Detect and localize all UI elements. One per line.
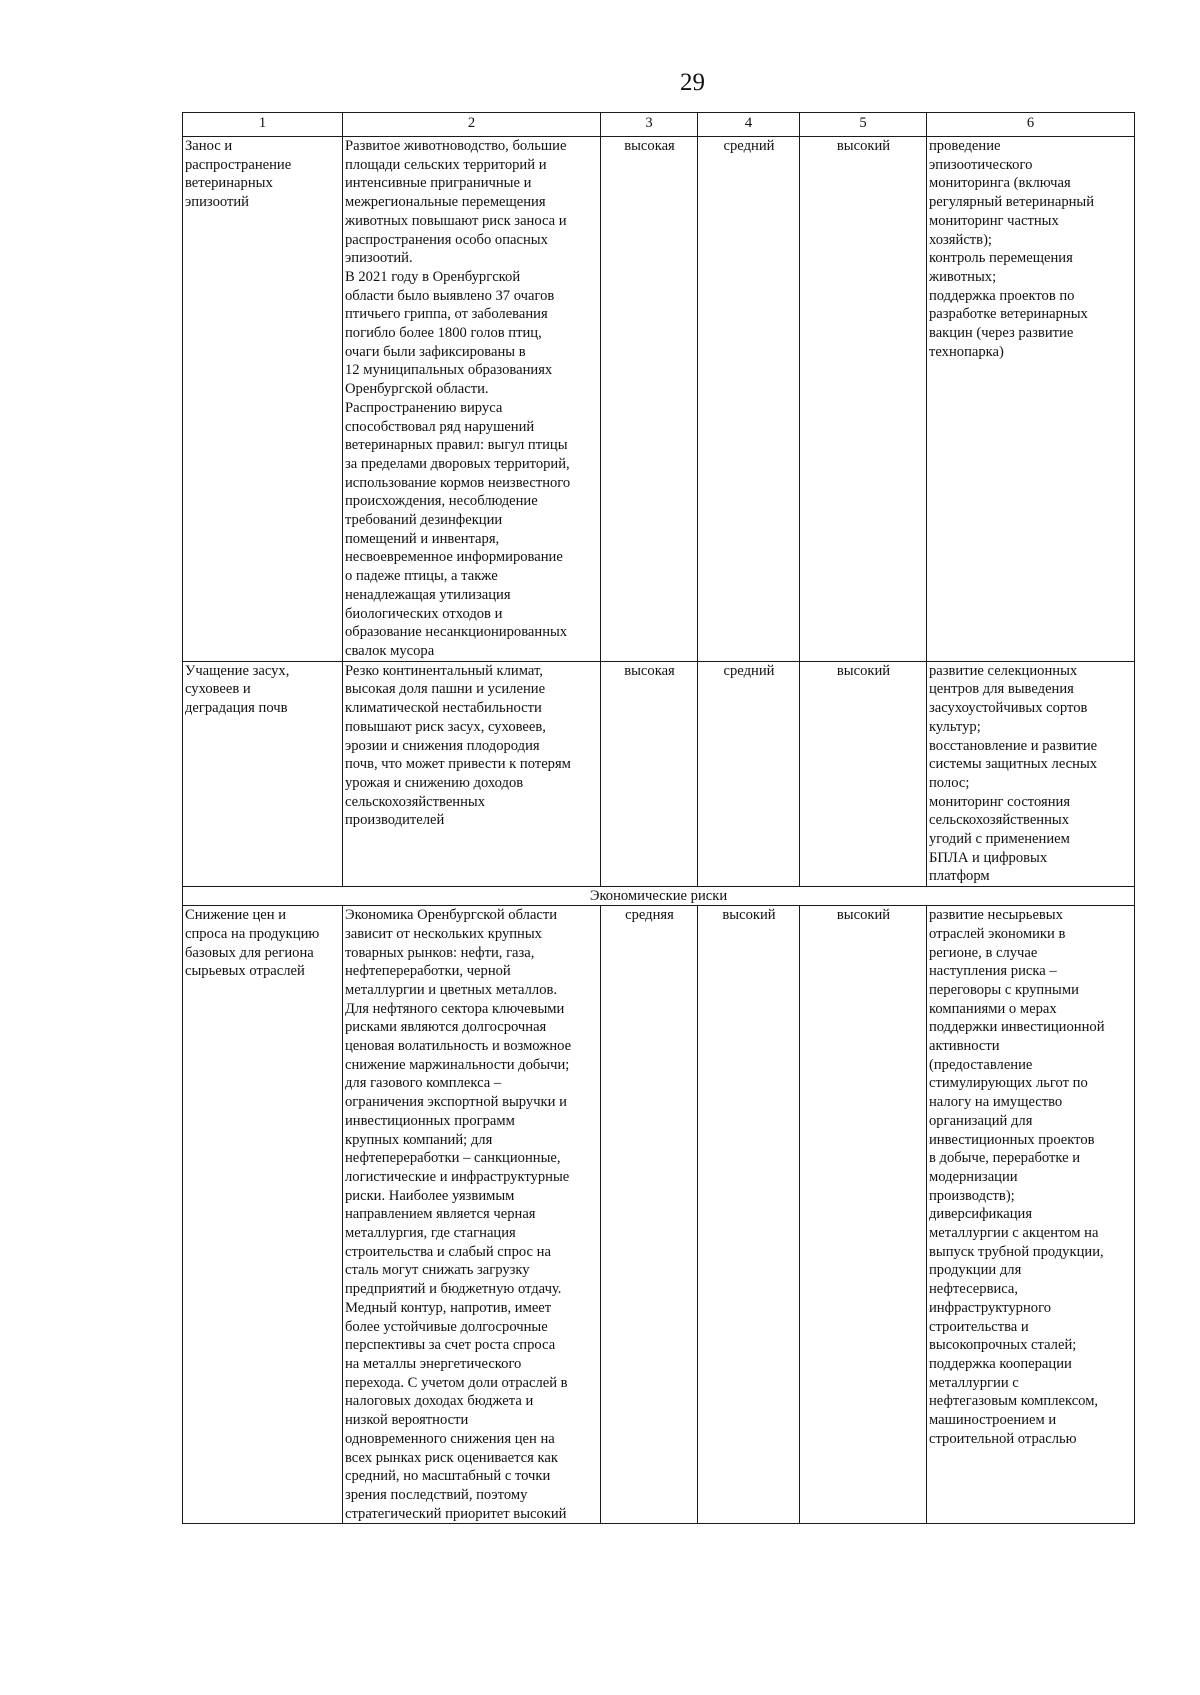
cell-text-line: налоговых доходах бюджета и	[345, 1393, 534, 1410]
cell-text-line: деградация почв	[185, 700, 288, 717]
cell-text-line: на металлы энергетического	[345, 1356, 522, 1372]
cell-text-line: высокая доля пашни и усиление	[345, 681, 546, 698]
impact-cell: средний	[698, 137, 800, 662]
cell-text-line: развитие несырьевых	[929, 907, 1063, 924]
cell-text-line: нефтегазовым комплексом,	[929, 1393, 1099, 1410]
cell-text-line: металлургии с	[929, 1374, 1019, 1391]
probability-cell: средняя	[601, 906, 698, 1524]
cell-text-line: поддержки инвестиционной	[929, 1019, 1105, 1036]
cell-text-line: инвестиционных проектов	[929, 1131, 1095, 1148]
cell-text-line: сельскохозяйственных	[929, 812, 1070, 829]
cell-text-line: металлургии с акцентом на	[929, 1225, 1099, 1242]
cell-text-line: предприятий и бюджетную отдачу.	[345, 1281, 562, 1298]
cell-text-line: строительной отраслью	[929, 1430, 1077, 1447]
cell-text-line: металлургии и цветных металлов.	[345, 981, 558, 998]
cell-text-line: выпуск трубной продукции,	[929, 1243, 1104, 1260]
cell-text-line: Распространению вируса	[345, 399, 503, 416]
cell-text-line: В 2021 году в Оренбургской	[345, 268, 521, 285]
cell-text-line: поддержка проектов по	[929, 287, 1075, 304]
impact-cell: средний	[698, 661, 800, 886]
cell-text-line: эпизоотий	[185, 194, 249, 211]
cell-text-line: диверсификация	[929, 1206, 1033, 1223]
cell-text-line: ветеринарных	[185, 175, 273, 192]
cell-text-line: Резко континентальный климат,	[345, 662, 543, 679]
cell-text-line: урожая и снижению доходов	[345, 774, 524, 791]
cell-text-line: более устойчивые долгосрочные	[345, 1318, 548, 1335]
cell-text-line: вакцин (через развитие	[929, 325, 1074, 342]
cell-text-line: наступления риска –	[929, 963, 1057, 980]
cell-text-line: использование кормов неизвестного	[345, 474, 571, 491]
cell-text-line: налогу на имущество	[929, 1094, 1063, 1111]
cell-text-line: Экономика Оренбургской области	[345, 907, 558, 924]
cell-text-line: регулярный ветеринарный	[929, 194, 1095, 211]
cell-text-line: инвестиционных программ	[345, 1112, 515, 1129]
cell-text-line: распространения особо опасных	[345, 231, 548, 248]
risk-description-cell	[343, 137, 601, 662]
cell-text-line: средний, но масштабный с точки	[345, 1468, 551, 1485]
cell-text-line: системы защитных лесных	[929, 756, 1098, 773]
cell-text-line: рисками являются долгосрочная	[345, 1019, 547, 1036]
cell-text-line: ветеринарных правил: выгул птицы	[345, 437, 568, 454]
cell-text-line: эрозии и снижения плодородия	[345, 737, 540, 754]
cell-text-line: свалок мусора	[345, 642, 435, 659]
risk-table	[182, 112, 1135, 1524]
cell-text-line: проведение	[929, 138, 1001, 154]
cell-text-line: Снижение цен и	[185, 907, 287, 924]
header-col-5: 5	[800, 113, 927, 137]
cell-text-line: полос;	[929, 774, 970, 791]
cell-text-line: ненадлежащая утилизация	[345, 586, 511, 603]
cell-text-line: высокопрочных сталей;	[929, 1337, 1077, 1354]
cell-text-line: разработке ветеринарных	[929, 306, 1088, 323]
cell-text-line: нефтесервиса,	[929, 1281, 1019, 1298]
cell-text-line: зрения последствий, поэтому	[345, 1486, 528, 1503]
cell-text-line: отраслей экономики в	[929, 925, 1066, 942]
cell-text-line: Занос и	[185, 138, 233, 154]
impact-cell: высокий	[698, 906, 800, 1524]
cell-text-line: центров для выведения	[929, 681, 1074, 698]
priority-cell: высокий	[800, 906, 927, 1524]
cell-text-line: металлургия, где стагнация	[345, 1225, 516, 1242]
cell-text-line: для газового комплекса –	[345, 1075, 502, 1092]
table-row	[183, 137, 1135, 662]
header-col-6: 6	[927, 113, 1135, 137]
cell-text-line: зависит от нескольких крупных	[345, 925, 542, 942]
cell-text-line: сталь могут снижать загрузку	[345, 1262, 530, 1279]
cell-text-line: эпизоотического	[929, 156, 1033, 173]
page-number: 29	[680, 69, 705, 96]
cell-text-line: животных;	[929, 268, 997, 285]
cell-text-line: риски. Наиболее уязвимым	[345, 1187, 515, 1204]
cell-text-line: биологических отходов и	[345, 605, 503, 622]
cell-text-line: климатической нестабильности	[345, 700, 542, 717]
cell-text-line: эпизоотий.	[345, 250, 413, 267]
cell-text-line: Оренбургской области.	[345, 381, 489, 398]
cell-text-line: перехода. С учетом доли отраслей в	[345, 1374, 568, 1391]
cell-text-line: товарных рынков: нефти, газа,	[345, 944, 535, 961]
cell-text-line: нефтепереработки, черной	[345, 963, 511, 980]
cell-text-line: контроль перемещения	[929, 250, 1073, 267]
cell-text-line: мониторинг частных	[929, 212, 1059, 229]
cell-text-line: о падеже птицы, а также	[345, 568, 498, 585]
cell-text-line: Развитое животноводство, большие	[345, 138, 567, 154]
cell-text-line: помещений и инвентаря,	[345, 530, 500, 547]
measures-cell	[927, 137, 1135, 662]
cell-text-line: Медный контур, напротив, имеет	[345, 1299, 552, 1316]
risk-name-cell	[183, 661, 343, 886]
risk-description-cell	[343, 906, 601, 1524]
cell-text-line: ограничения экспортной выручки и	[345, 1094, 567, 1111]
cell-text-line: птичьего гриппа, от заболевания	[345, 306, 548, 323]
cell-text-line: животных повышают риск заноса и	[345, 212, 567, 229]
cell-text-line: восстановление и развитие	[929, 737, 1098, 754]
cell-text-line: ценовая волатильность и возможное	[345, 1038, 572, 1055]
cell-text-line: мониторинг состояния	[929, 793, 1071, 810]
cell-text-line: в добыче, переработке и	[929, 1150, 1081, 1167]
cell-text-line: развитие селекционных	[929, 662, 1078, 679]
cell-text-line: интенсивные приграничные и	[345, 175, 532, 192]
cell-text-line: почв, что может привести к потерям	[345, 756, 571, 773]
cell-text-line: крупных компаний; для	[345, 1131, 493, 1148]
cell-text-line: всех рынках риск оценивается как	[345, 1449, 558, 1466]
header-row	[183, 113, 1135, 137]
header-col-2: 2	[343, 113, 601, 137]
header-col-1: 1	[183, 113, 343, 137]
cell-text-line: перспективы за счет роста спроса	[345, 1337, 556, 1354]
cell-text-line: технопарка)	[929, 343, 1004, 360]
cell-text-line: межрегиональные перемещения	[345, 194, 546, 211]
cell-text-line: способствовал ряд нарушений	[345, 418, 535, 435]
cell-text-line: стратегический приоритет высокий	[345, 1505, 567, 1522]
header-col-4: 4	[698, 113, 800, 137]
cell-text-line: 12 муниципальных образованиях	[345, 362, 553, 379]
probability-cell: высокая	[601, 137, 698, 662]
cell-text-line: активности	[929, 1038, 1000, 1055]
header-col-3: 3	[601, 113, 698, 137]
cell-text-line: компаниями о мерах	[929, 1000, 1057, 1017]
cell-text-line: культур;	[929, 718, 981, 735]
cell-text-line: области было выявлено 37 очагов	[345, 287, 555, 304]
cell-text-line: регионе, в случае	[929, 944, 1038, 961]
risk-description-cell	[343, 661, 601, 886]
measures-cell	[927, 661, 1135, 886]
cell-text-line: низкой вероятности	[345, 1412, 469, 1429]
risk-name-cell	[183, 906, 343, 1524]
cell-text-line: БПЛА и цифровых	[929, 849, 1048, 866]
risk-name-cell	[183, 137, 343, 662]
cell-text-line: погибло более 1800 голов птиц,	[345, 325, 542, 342]
cell-text-line: продукции для	[929, 1262, 1022, 1279]
cell-text-line: снижение маржинальности добычи;	[345, 1056, 570, 1073]
cell-text-line: строительства и	[929, 1318, 1029, 1335]
cell-text-line: площади сельских территорий и	[345, 156, 547, 173]
cell-text-line: мониторинга (включая	[929, 175, 1071, 192]
cell-text-line: сырьевых отраслей	[185, 963, 305, 980]
cell-text-line: происхождения, несоблюдение	[345, 493, 538, 510]
cell-text-line: нефтепереработки – санкционные,	[345, 1150, 561, 1167]
cell-text-line: организаций для	[929, 1112, 1033, 1129]
cell-text-line: хозяйств);	[929, 231, 992, 248]
cell-text-line: инфраструктурного	[929, 1299, 1051, 1316]
cell-text-line: образование несанкционированных	[345, 624, 568, 641]
cell-text-line: логистические и инфраструктурные	[345, 1168, 570, 1185]
cell-text-line: Для нефтяного сектора ключевыми	[345, 1000, 565, 1017]
cell-text-line: (предоставление	[929, 1056, 1033, 1073]
cell-text-line: повышают риск засух, суховеев,	[345, 718, 546, 735]
cell-text-line: производств);	[929, 1187, 1015, 1204]
measures-cell	[927, 906, 1135, 1524]
cell-text-line: суховеев и	[185, 681, 251, 698]
cell-text-line: сельскохозяйственных	[345, 793, 486, 810]
cell-text-line: переговоры с крупными	[929, 981, 1079, 998]
cell-text-line: модернизации	[929, 1168, 1018, 1185]
table-row	[183, 906, 1135, 1524]
cell-text-line: требований дезинфекции	[345, 512, 503, 529]
cell-text-line: засухоустойчивых сортов	[929, 700, 1088, 717]
cell-text-line: строительства и слабый спрос на	[345, 1243, 551, 1260]
cell-text-line: несвоевременное информирование	[345, 549, 563, 566]
cell-text-line: Учащение засух,	[185, 662, 290, 679]
probability-cell: высокая	[601, 661, 698, 886]
section-row	[183, 887, 1135, 906]
cell-text-line: платформ	[929, 868, 990, 885]
cell-text-line: одновременного снижения цен на	[345, 1430, 555, 1447]
cell-text-line: спроса на продукцию	[185, 925, 320, 942]
cell-text-line: производителей	[345, 812, 445, 829]
cell-text-line: очаги были зафиксированы в	[345, 343, 526, 360]
priority-cell: высокий	[800, 137, 927, 662]
cell-text-line: угодий с применением	[929, 831, 1070, 848]
cell-text-line: поддержка кооперации	[929, 1356, 1072, 1372]
priority-cell: высокий	[800, 661, 927, 886]
table-row	[183, 661, 1135, 886]
cell-text-line: за пределами дворовых территорий,	[345, 455, 570, 472]
cell-text-line: направлением является черная	[345, 1206, 536, 1223]
section-title-economic: Экономические риски	[183, 887, 1135, 906]
cell-text-line: машиностроением и	[929, 1412, 1057, 1429]
cell-text-line: стимулирующих льгот по	[929, 1075, 1088, 1092]
cell-text-line: распространение	[185, 156, 292, 173]
cell-text-line: базовых для региона	[185, 944, 314, 961]
